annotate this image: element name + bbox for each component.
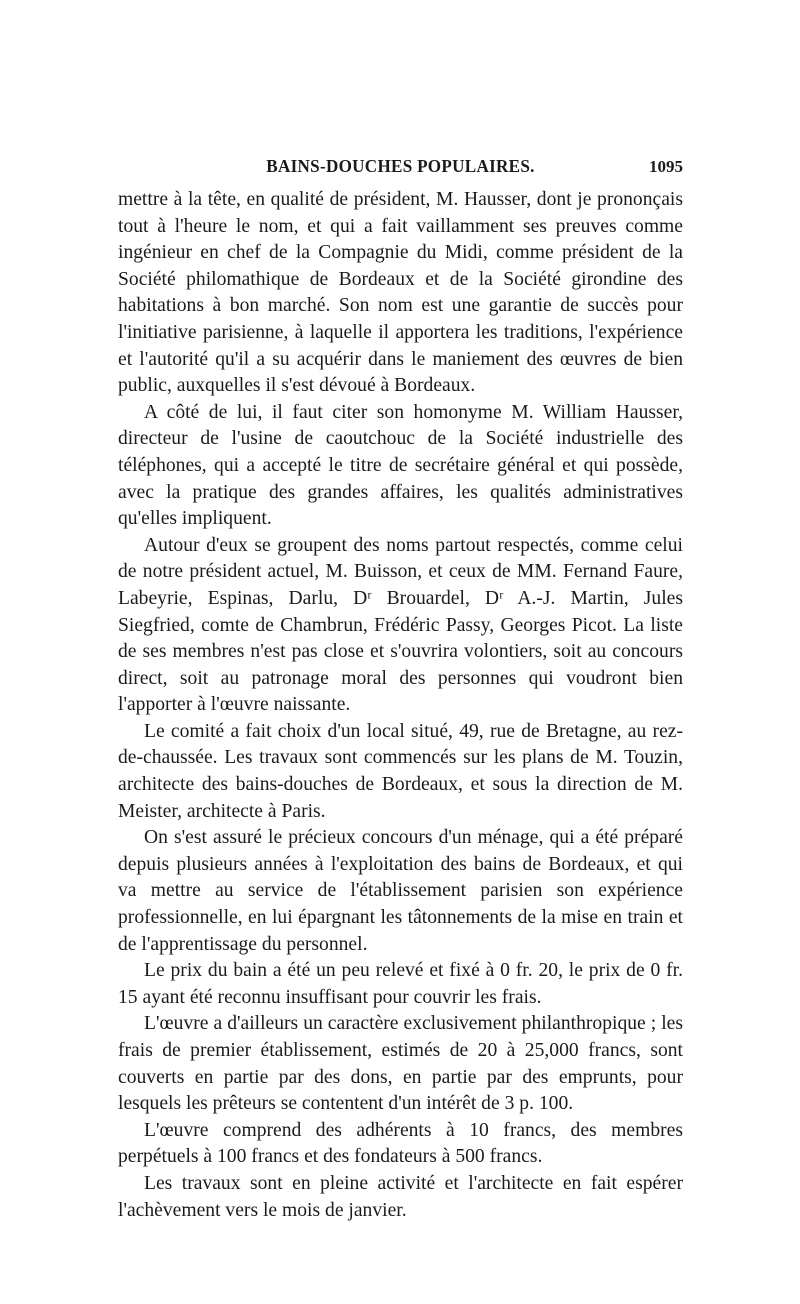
- paragraph-caractere: L'œuvre a d'ailleurs un caractère exclusivement philanthropique ; les frais de premier établissement, estimés de 20 à 25,000 francs, sont couverts en partie par des dons, en partie par des emprunts, pour lesquels les prêteurs se contentent d'un intérêt de 3 p. 100.: [118, 1013, 683, 1115]
- page-number: 1095: [649, 157, 683, 176]
- paragraph-menage: On s'est assuré le précieux concours d'un ménage, qui a été préparé depuis plusieurs années à l'exploitation des bains de Bordeaux, et qui va mettre au service de l'établissement parisien son expérience professionnelle, en lui épargnant les tâtonnements de la mise en train et de l'apprentissage du personnel.: [118, 827, 683, 955]
- paragraph-prix: Le prix du bain a été un peu relevé et fixé à 0 fr. 20, le prix de 0 fr. 15 ayant été reconnu insuffisant pour couvrir les frais.: [118, 960, 683, 1008]
- running-title: BAINS-DOUCHES POPULAIRES.: [266, 156, 535, 176]
- paragraph-william-hausser: A côté de lui, il faut citer son homonyme M. William Hausser, directeur de l'usine de caoutchouc de la Société industrielle des téléphones, qui a accepté le titre de secrétaire général et qui possède, avec la pratique des grandes affaires, les qualités administratives qu'elles impliquent.: [118, 401, 683, 530]
- paragraph-adherents: L'œuvre comprend des adhérents à 10 francs, des membres perpétuels à 100 francs et des fondateurs à 500 francs.: [118, 1119, 683, 1168]
- body-text: [118, 187, 683, 1224]
- paragraph-travaux: Les travaux sont en pleine activité et l'architecte en fait espérer l'achèvement vers le mois de janvier.: [118, 1172, 683, 1221]
- paragraph-members: Autour d'eux se groupent des noms partout respectés, comme celui de notre président actuel, M. Buisson, et ceux de MM. Fernand Faure, Labeyrie, Espinas, Darlu, Dʳ Brouardel, Dʳ A.-J. Martin, Jules Siegfried, comte de Chambrun, Frédéric Passy, Georges Picot. La liste de ses membres n'est pas close et s'ouvrira volontiers, soit au concours direct, soit au patronage moral des personnes qui voudront bien l'apporter à l'œuvre naissante.: [118, 534, 683, 716]
- paragraph-continuation: mettre à la tête, en qualité de président, M. Hausser, dont je prononçais tout à l'heure le nom, et qui a fait vaillamment ses preuves comme ingénieur en chef de la Compagnie du Midi, comme président de la Société philomathique de Bordeaux et de la Société girondine des habitations à bon marché. Son nom est une garantie de succès pour l'initiative parisienne, à laquelle il apportera les traditions, l'expérience et l'autorité qu'il a su acquérir dans le maniement des œuvres de bien public, auxquelles il s'est dévoué à Bordeaux.: [118, 189, 683, 397]
- running-head: [118, 156, 683, 180]
- paragraph-local: Le comité a fait choix d'un local situé, 49, rue de Bretagne, au rez-de-chaussée. Les travaux sont commencés sur les plans de M. Touzin, architecte des bains-douches de Bordeaux, et sous la direction de M. Meister, architecte à Paris.: [118, 720, 683, 822]
